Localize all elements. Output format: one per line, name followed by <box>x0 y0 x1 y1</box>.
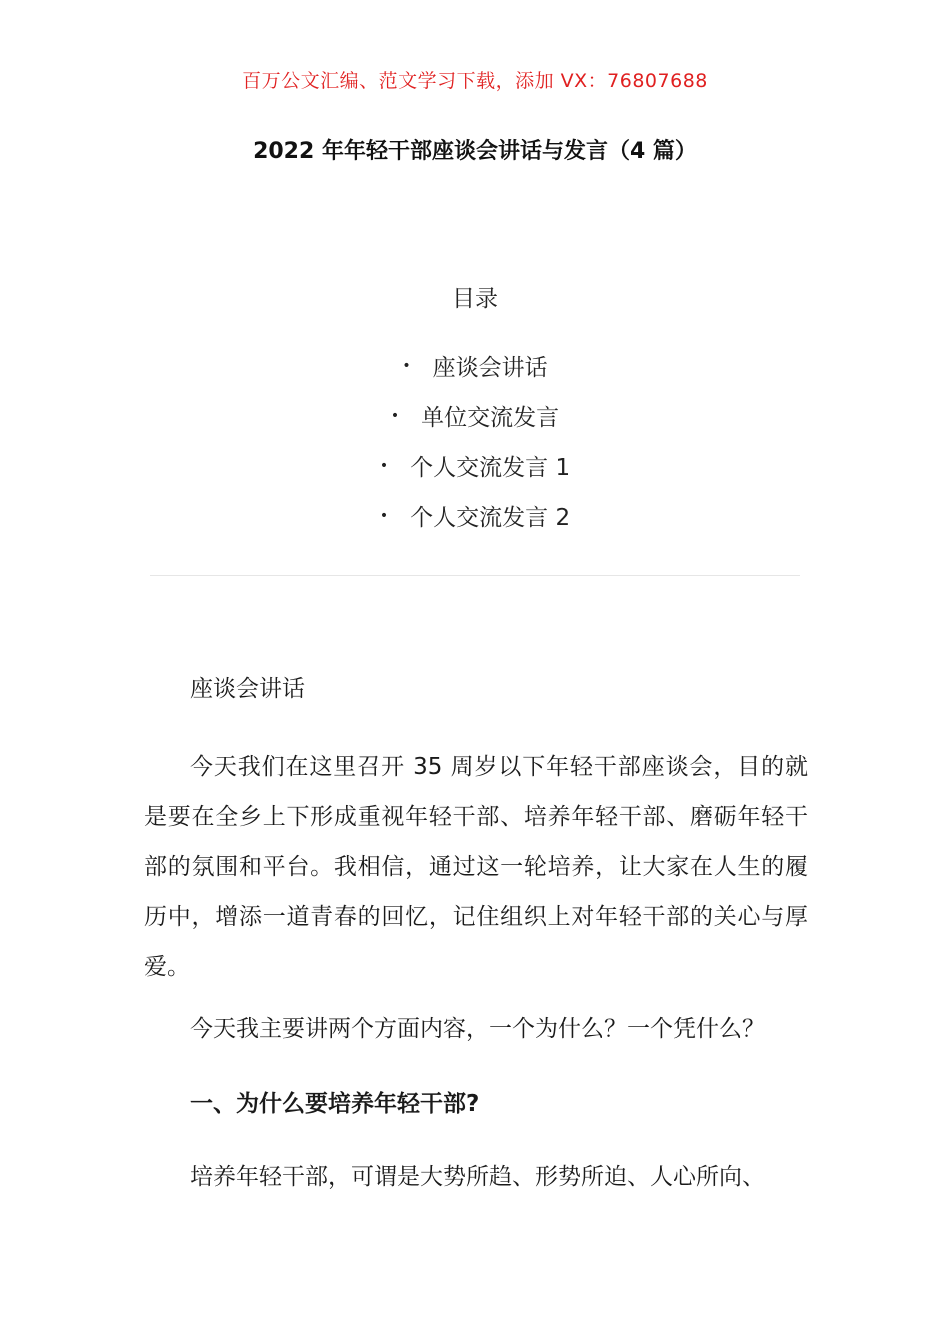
toc-item[interactable] <box>0 400 950 450</box>
toc-item-label: 单位交流发言 <box>421 405 560 431</box>
toc-item-label: 个人交流发言 1 <box>410 455 571 481</box>
toc-item[interactable] <box>0 450 950 500</box>
promo-line: 百万公文汇编、范文学习下载，添加 VX：76807688 <box>242 70 708 92</box>
toc-item-label: 个人交流发言 2 <box>410 505 571 531</box>
toc-item[interactable] <box>0 350 950 400</box>
section-divider <box>150 575 800 576</box>
bullet-icon: • <box>379 457 389 474</box>
paragraph: 今天我主要讲两个方面内容，一个为什么？一个凭什么？ <box>190 1016 765 1042</box>
paragraph: 今天我们在这里召开 35 周岁以下年轻干部座谈会，目的就是要在全乡上下形成重视年轻干部、培养年轻干部、磨砺年轻干部的氛围和平台。我相信，通过这一轮培养，让大家在人生的履历中，增添一道青春的回忆，记住组织上对年轻干部的关心与厚爱。 <box>144 754 808 980</box>
section-label: 座谈会讲话 <box>190 676 305 702</box>
paragraph: 培养年轻干部，可谓是大势所趋、形势所迫、人心所向、 <box>190 1164 765 1190</box>
bullet-icon: • <box>379 507 389 524</box>
bullet-icon: • <box>402 357 411 374</box>
toc-list <box>0 350 950 550</box>
toc-item-label: 座谈会讲话 <box>432 355 548 381</box>
toc-item[interactable] <box>0 500 950 550</box>
toc-heading: 目录 <box>452 286 498 312</box>
document-title: 2022 年年轻干部座谈会讲话与发言（4 篇） <box>253 139 697 164</box>
bullet-icon: • <box>390 407 400 424</box>
section-heading: 一、为什么要培养年轻干部? <box>190 1091 480 1117</box>
